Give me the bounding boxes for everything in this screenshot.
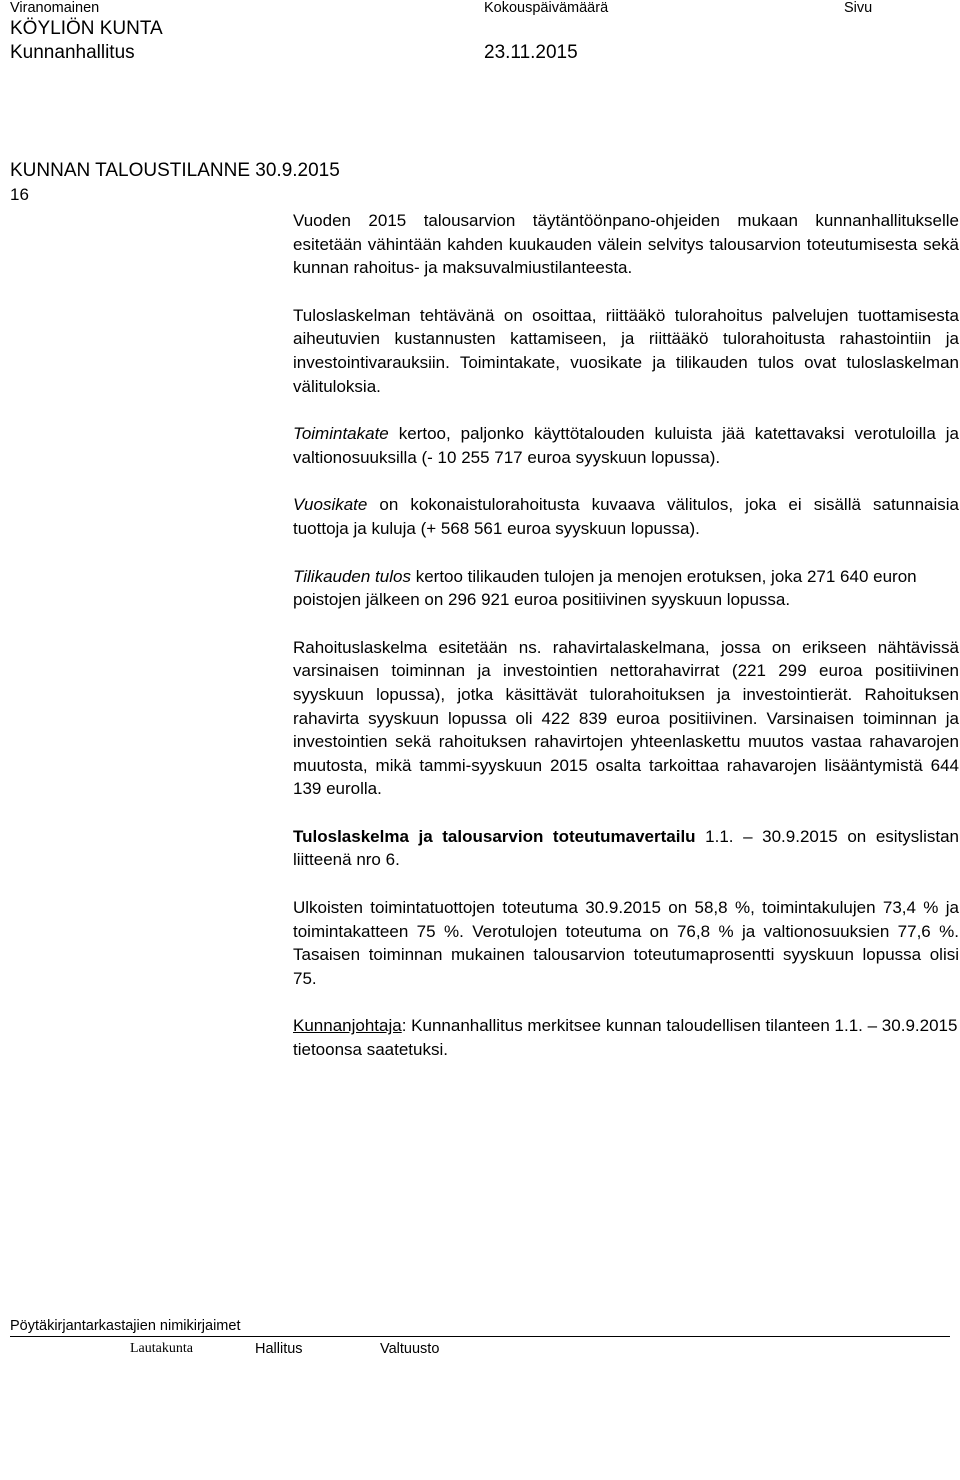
paragraph-annual-margin: [293, 493, 959, 540]
paragraph-proposal: [293, 1014, 959, 1061]
term-annual-margin: Vuosikate: [293, 495, 368, 515]
signature-title: Pöytäkirjantarkastajien nimikirjaimet: [10, 1318, 241, 1334]
period-result-text: kertoo tilikauden tulojen ja menojen erotuksen, joka 271 640 euron poistojen jälkeen on 296 921 euroa positiivinen syyskuun lopussa.: [293, 566, 917, 610]
signature-footer: [10, 1318, 950, 1365]
proposal-label: Kunnanjohtaja: [293, 1016, 402, 1036]
meeting-date-label: Kokouspäivämäärä: [484, 0, 609, 16]
paragraph-operating-margin: [293, 422, 959, 469]
label-government: Hallitus: [255, 1341, 303, 1357]
signature-rule: [10, 1336, 950, 1337]
document-body: [293, 209, 959, 1086]
signature-labels: [10, 1341, 950, 1365]
attachment-text: 1.1. – 30.9.2015 on esityslistan liitteenä nro 6.: [293, 826, 959, 870]
meeting-date: 23.11.2015: [484, 42, 578, 63]
authority-label: Viranomainen: [10, 0, 100, 16]
paragraph-realization: Ulkoisten toimintatuottojen toteutuma 30.9.2015 on 58,8 %, toimintakulujen 73,4 % ja toimintakatteen 75 %. Verotulojen toteutuma on 76,8 % ja valtionosuuksien 77,6 %. Tasaisen toiminnan mukainen talousarvion toteutumaprosentti syyskuun lopussa olisi 75.: [293, 898, 959, 988]
paragraph-cash-flow: Rahoituslaskelma esitetään ns. rahavirtalaskelmana, jossa on erikseen nähtävissä varsinaisen toiminnan ja investointien nettorahavirrat (221 299 euroa positiivinen syyskuun lopussa), jotka käsittävät tulorahoituksen ja investointierät. Rahoituksen rahavirta syyskuun lopussa oli 422 839 euroa positiivinen. Varsinaisen toiminnan ja investointien sekä rahoituksen rahavirtojen yhteenlaskettu muutos vastaa rahavarojen muutosta, mikä tammi-syyskuun 2015 osalta tarkoittaa rahavarojen lisääntymistä 644 139 eurolla.: [293, 637, 959, 799]
term-operating-margin: Toimintakate: [293, 424, 389, 444]
paragraph-income-statement: Tuloslaskelman tehtävänä on osoittaa, riittääkö tulorahoitus palvelujen tuottamisesta aiheutuvien kustannusten kattamiseen, ja riittääkö tulorahoitusta rahastointiin ja investointivarauksiin. Toimintakate, vuosikate ja tilikauden tulos ovat tuloslaskelman välituloksia.: [293, 305, 959, 396]
section-title: KUNNAN TALOUSTILANNE 30.9.2015: [10, 160, 340, 181]
proposal-text: : Kunnanhallitus merkitsee kunnan taloudellisen tilanteen 1.1. – 30.9.2015 tietoonsa saatetuksi.: [293, 1016, 958, 1060]
term-period-result: Tilikauden tulos: [293, 566, 411, 586]
governing-body: Kunnanhallitus: [10, 42, 135, 63]
municipality-name: KÖYLIÖN KUNTA: [10, 18, 163, 39]
operating-margin-text: kertoo, paljonko käyttötalouden kuluista jää katettavaksi verotuloilla ja valtionosuuksilla (- 10 255 717 euroa syyskuun lopussa).: [293, 424, 959, 467]
attachment-title: Tuloslaskelma ja talousarvion toteutumavertailu: [293, 826, 696, 846]
page-label: Sivu: [844, 0, 873, 16]
paragraph-period-result: [293, 565, 959, 612]
label-board: Lautakunta: [130, 1341, 193, 1356]
paragraph-intro: Vuoden 2015 talousarvion täytäntöönpano-ohjeiden mukaan kunnanhallitukselle esitetään vähintään kahden kuukauden välein selvitys talousarvion toteutumisesta sekä kunnan rahoitus- ja maksuvalmiustilanteesta.: [293, 211, 959, 278]
paragraph-attachment: [293, 825, 959, 872]
annual-margin-text: on kokonaistulorahoitusta kuvaava välitulos, joka ei sisällä satunnaisia tuottoja ja kuluja (+ 568 561 euroa syyskuun lopussa).: [293, 495, 959, 538]
item-number: 16: [10, 185, 29, 204]
label-council: Valtuusto: [380, 1341, 440, 1357]
